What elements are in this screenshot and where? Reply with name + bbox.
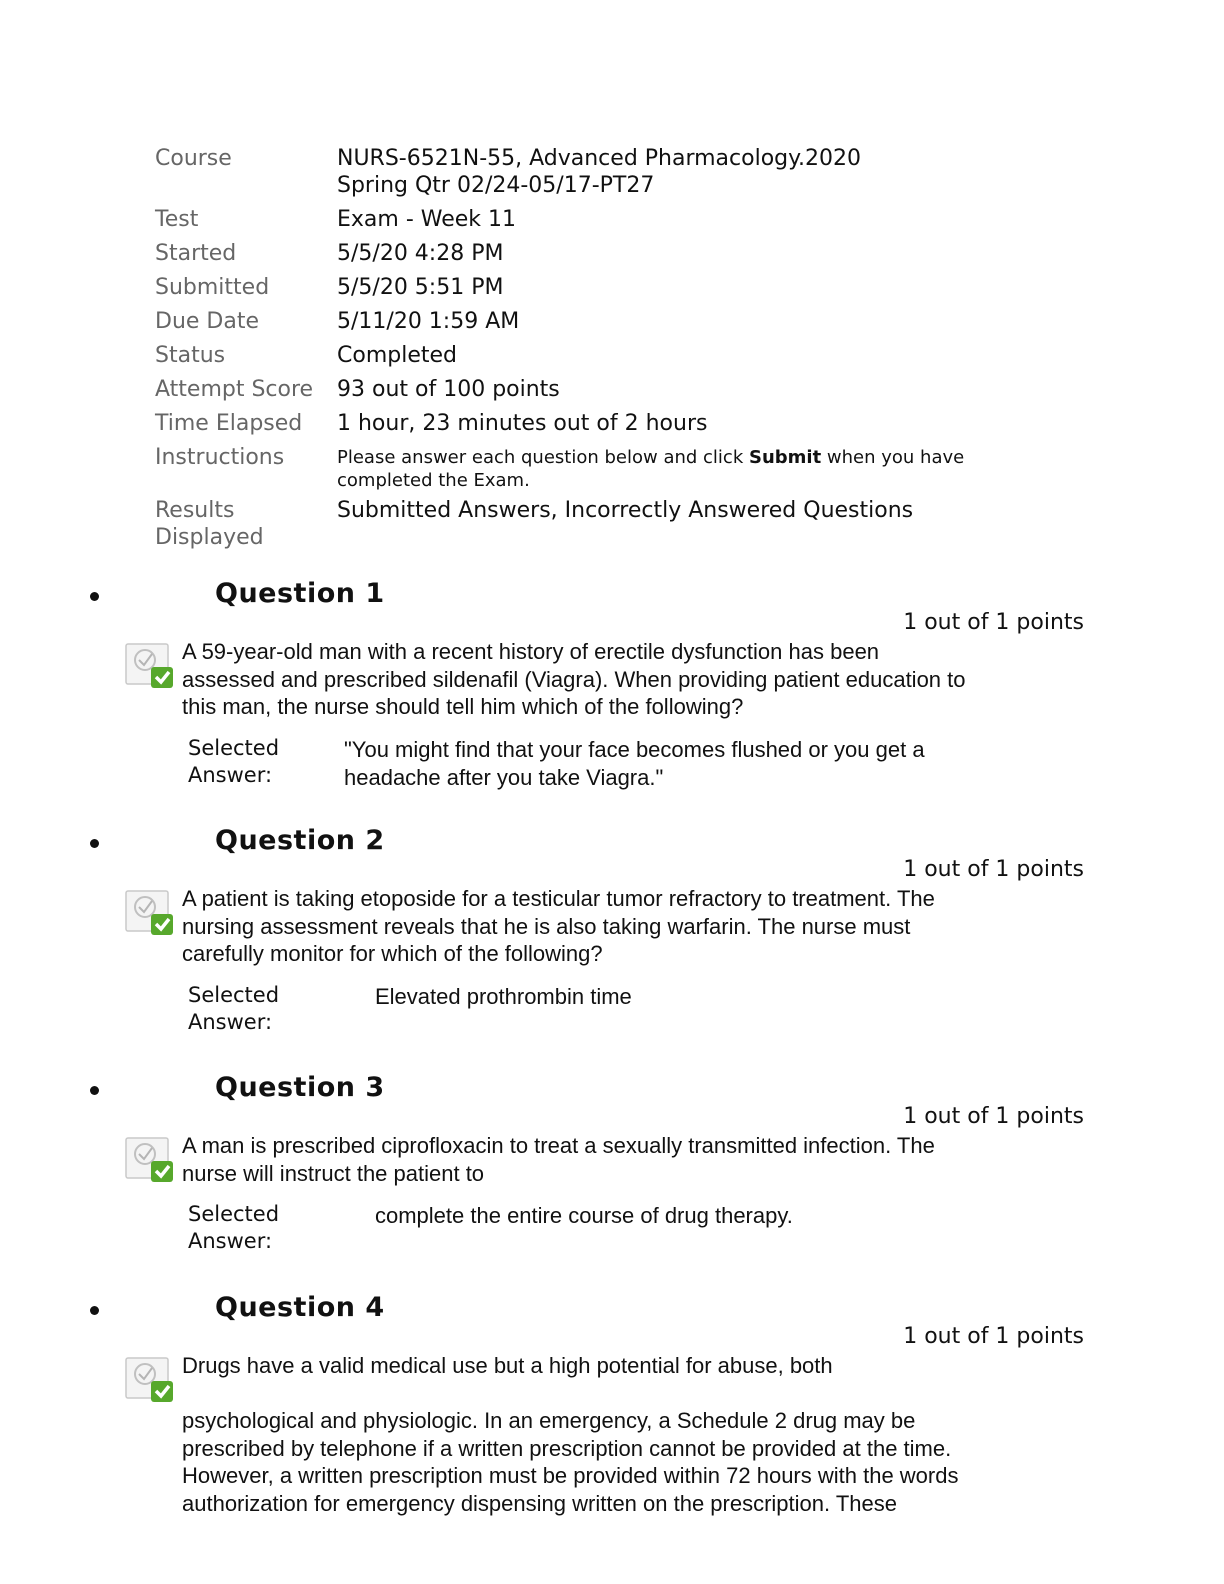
selected-answer-label: Selected Answer: <box>188 736 280 787</box>
due-date-label: Due Date <box>155 309 259 334</box>
question-text: A man is prescribed ciprofloxacin to treat a sexually transmitted infection. The nurse will instruct the patient to <box>182 1133 935 1186</box>
selected-answer-value: Elevated prothrombin time <box>375 984 632 1009</box>
due-date-value: 5/11/20 1:59 AM <box>337 309 520 334</box>
time-elapsed-label: Time Elapsed <box>155 411 303 436</box>
question-title: Question 4 <box>215 1292 385 1323</box>
selected-answer-value: "You might find that your face becomes flushed or you get a headache after you take Viagra." <box>344 737 925 790</box>
instructions-value <box>337 444 1055 497</box>
status-value: Completed <box>337 343 457 368</box>
question-points: 1 out of 1 points <box>903 1324 1084 1349</box>
correct-check-icon <box>125 1134 175 1184</box>
question-points: 1 out of 1 points <box>903 1104 1084 1129</box>
selected-answer-label: Selected Answer: <box>188 983 280 1034</box>
selected-answer-value: complete the entire course of drug therapy. <box>375 1203 793 1228</box>
instructions-text-pre: Please answer each question below and click <box>337 447 749 468</box>
time-elapsed-value: 1 hour, 23 minutes out of 2 hours <box>337 411 708 436</box>
question-title: Question 3 <box>215 1072 385 1103</box>
results-displayed-value: Submitted Answers, Incorrectly Answered Questions <box>337 498 914 523</box>
attempt-score-label: Attempt Score <box>155 377 314 402</box>
started-value: 5/5/20 4:28 PM <box>337 241 504 266</box>
course-value: NURS-6521N-55, Advanced Pharmacology.2020 Spring Qtr 02/24-05/17-PT27 <box>337 146 861 198</box>
instructions-text-post: when you have completed the Exam. <box>337 447 965 491</box>
question-title: Question 1 <box>215 578 385 609</box>
attempt-score-value: 93 out of 100 points <box>337 377 560 402</box>
bullet-icon <box>90 1306 99 1315</box>
test-value: Exam - Week 11 <box>337 207 517 232</box>
test-label: Test <box>155 207 199 232</box>
instructions-submit-word: Submit <box>748 447 822 468</box>
started-label: Started <box>155 241 237 266</box>
question-points: 1 out of 1 points <box>903 610 1084 635</box>
course-label: Course <box>155 146 232 171</box>
submitted-value: 5/5/20 5:51 PM <box>337 275 504 300</box>
question-points: 1 out of 1 points <box>903 857 1084 882</box>
correct-check-icon <box>125 640 175 690</box>
question-title: Question 2 <box>215 825 385 856</box>
question-text: A patient is taking etoposide for a testicular tumor refractory to treatment. The nursing assessment reveals that he is also taking warfarin. The nurse must carefully monitor for which of the following? <box>182 886 935 966</box>
results-displayed-label: Results Displayed <box>155 498 264 550</box>
bullet-icon <box>90 839 99 848</box>
bullet-icon <box>90 1086 99 1095</box>
selected-answer-label: Selected Answer: <box>188 1202 280 1253</box>
status-label: Status <box>155 343 226 368</box>
question-text: A 59-year-old man with a recent history of erectile dysfunction has been assessed and prescribed sildenafil (Viagra). When providing patient education to this man, the nurse should tell him which of the following? <box>182 639 966 719</box>
instructions-label: Instructions <box>155 445 285 470</box>
submitted-label: Submitted <box>155 275 270 300</box>
correct-check-icon <box>125 1354 175 1404</box>
bullet-icon <box>90 592 99 601</box>
correct-check-icon <box>125 887 175 937</box>
test-summary-table <box>155 145 1055 551</box>
question-text: Drugs have a valid medical use but a high potential for abuse, both psychological and physiologic. In an emergency, a Schedule 2 drug may be prescribed by telephone if a written prescription cannot be provided at the time. However, a written prescription must be provided within 72 hours with the words authorization for emergency dispensing written on the prescription. These <box>182 1353 959 1516</box>
